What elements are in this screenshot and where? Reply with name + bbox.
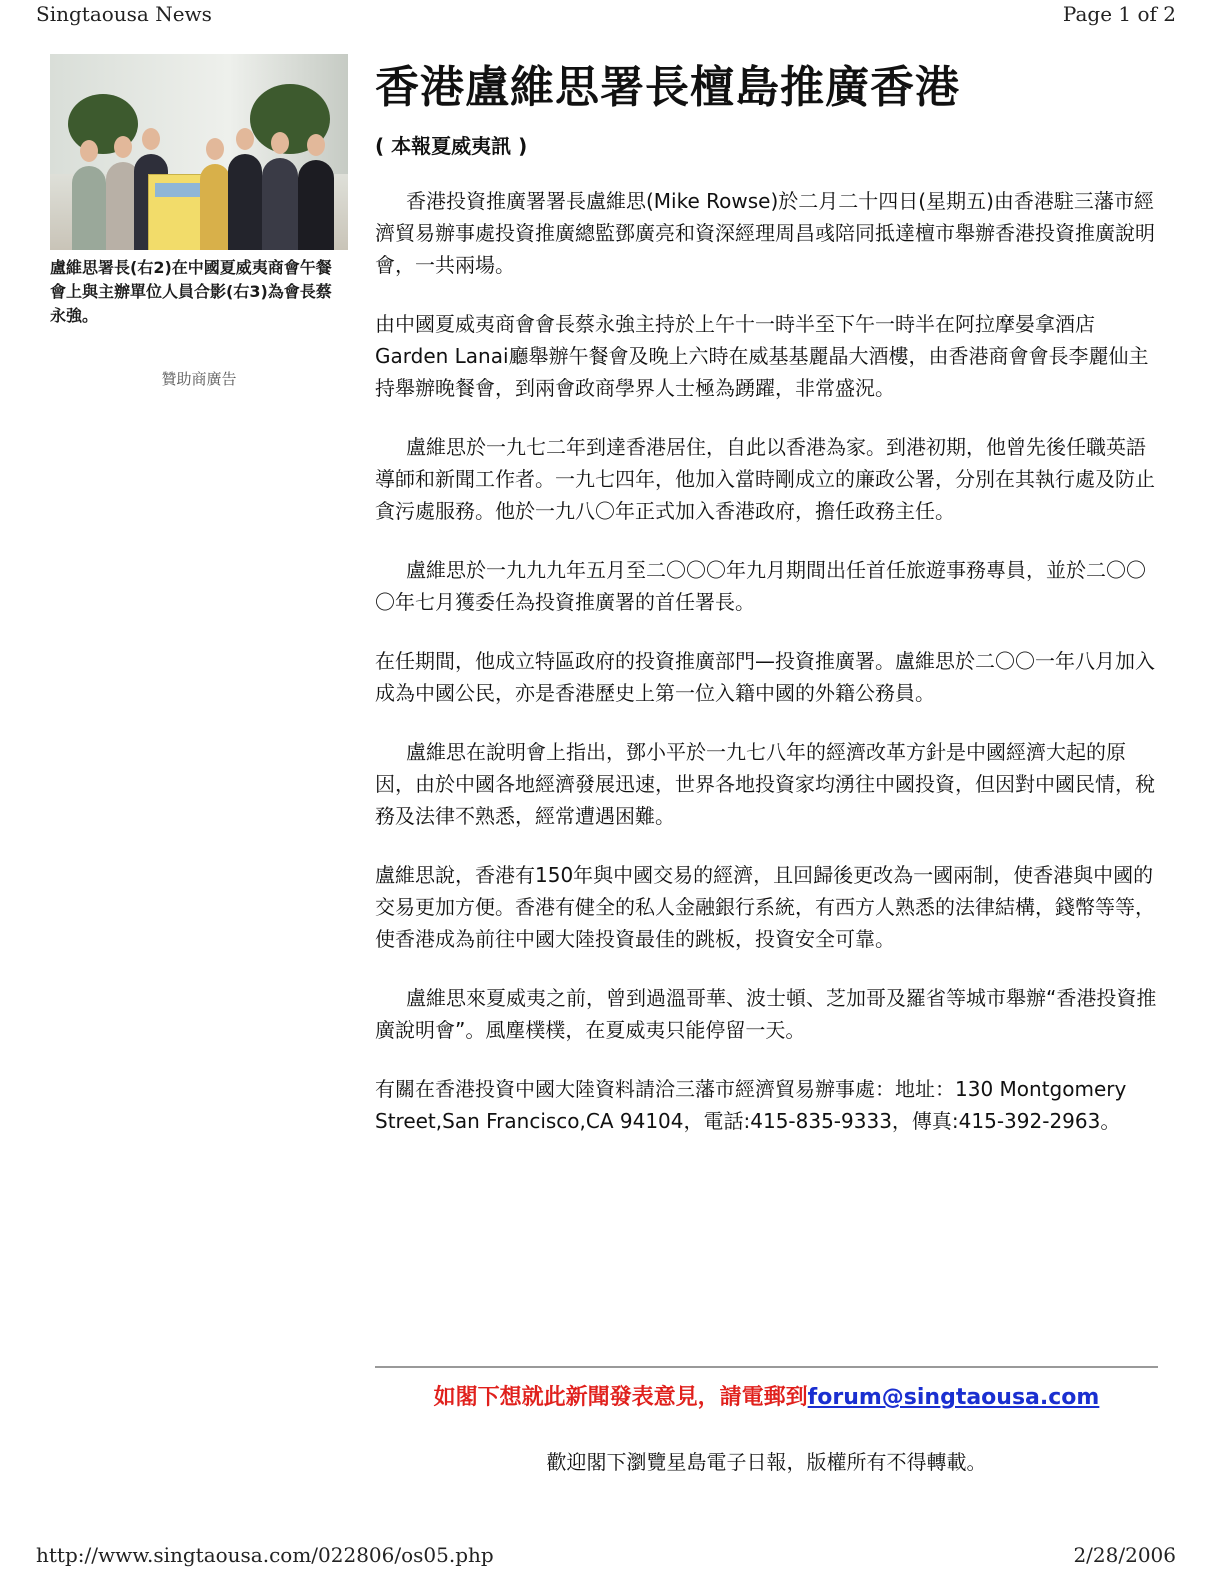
person-head (307, 134, 325, 156)
print-header (36, 2, 1176, 26)
person-head (80, 140, 98, 162)
article-paragraph: 由中國夏威夷商會會長蔡永強主持於上午十一時半至下午一時半在阿拉摩晏拿酒店Garden Lanai廳舉辦午餐會及晚上六時在威基基麗晶大酒樓，由香港商會會長李麗仙主持舉辦晚餐會，到兩會政商學界人士極為踴躍，非常盛況。 (375, 312, 1149, 400)
person-head (236, 128, 254, 150)
comment-text: 如閣下想就此新聞發表意見，請電郵到 (433, 1385, 808, 1410)
article-paragraph: 盧維思在說明會上指出，鄧小平於一九七八年的經濟改革方針是中國經濟大起的原因，由於中國各地經濟發展迅速，世界各地投資家均湧往中國投資，但因對中國民情，稅務及法律不熟悉，經常遭遇困難。 (375, 740, 1155, 828)
person (228, 154, 262, 250)
copyright-notice: 歡迎閣下瀏覽星島電子日報，版權所有不得轉載。 (546, 1450, 987, 1474)
print-footer (36, 1543, 1176, 1567)
sponsor-label: 贊助商廣告 (161, 370, 237, 388)
article-paragraph: 盧維思於一九九九年五月至二〇〇〇年九月期間出任首任旅遊事務專員，並於二〇〇〇年七月獲委任為投資推廣署的首任署長。 (375, 558, 1146, 614)
person-head (142, 128, 160, 150)
article-photo (50, 54, 348, 250)
article-paragraph: 盧維思來夏威夷之前，曾到過溫哥華、波士頓、芝加哥及羅省等城市舉辦“香港投資推廣說明會”。風塵樸樸，在夏威夷只能停留一天。 (375, 986, 1157, 1042)
person (262, 158, 298, 250)
sidebar (50, 54, 348, 389)
person (298, 160, 334, 250)
article-paragraph: 香港投資推廣署署長盧維思(Mike Rowse)於二月二十四日(星期五)由香港駐三藩市經濟貿易辦事處投資推廣總監鄧廣亮和資深經理周昌彧陪同抵達檀市舉辦香港投資推廣說明會，一共兩場。 (375, 189, 1155, 277)
person-head (271, 132, 289, 154)
page-number: Page 1 of 2 (1062, 2, 1176, 26)
person (200, 164, 230, 250)
article-paragraph: 盧維思於一九七二年到達香港居住，自此以香港為家。到港初期，他曾先後任職英語導師和新聞工作者。一九七四年，他加入當時剛成立的廉政公署，分別在其執行處及防止貪污處服務。他於一九八〇年正式加入香港政府，擔任政務主任。 (375, 435, 1155, 523)
photo-caption: 盧維思署長(右2)在中國夏威夷商會午餐會上與主辦單位人員合影(右3)為會長蔡永強。 (50, 258, 332, 325)
forum-email-link[interactable]: forum@singtaousa.com (807, 1385, 1100, 1410)
page-url: http://www.singtaousa.com/022806/os05.php (36, 1543, 494, 1567)
site-name: Singtaousa News (36, 2, 212, 26)
comment-notice (375, 1380, 1158, 1411)
person (72, 166, 106, 250)
article (375, 56, 1160, 1137)
article-paragraph: 盧維思說，香港有150年與中國交易的經濟，且回歸後更改為一國兩制，使香港與中國的交易更加方便。香港有健全的私人金融銀行系統，有西方人熟悉的法律結構，錢幣等等，使香港成為前往中國大陸投資最佳的跳板，投資安全可靠。 (375, 863, 1155, 951)
article-paragraph: 在任期間，他成立特區政府的投資推廣部門—投資推廣署。盧維思於二〇〇一年八月加入成為中國公民，亦是香港歷史上第一位入籍中國的外籍公務員。 (375, 649, 1155, 705)
article-source: ( 本報夏威夷訊 ) (375, 134, 528, 158)
article-paragraph: 有關在香港投資中國大陸資料請洽三藩市經濟貿易辦事處：地址：130 Montgomery Street,San Francisco,CA 94104，電話:415-835-9333，傳真:415-392-2963。 (375, 1077, 1127, 1133)
divider (375, 1366, 1158, 1368)
person-head (114, 136, 132, 158)
article-headline: 香港盧維思署長檀島推廣香港 (375, 62, 960, 113)
print-date: 2/28/2006 (1073, 1543, 1176, 1567)
person-head (206, 138, 224, 160)
